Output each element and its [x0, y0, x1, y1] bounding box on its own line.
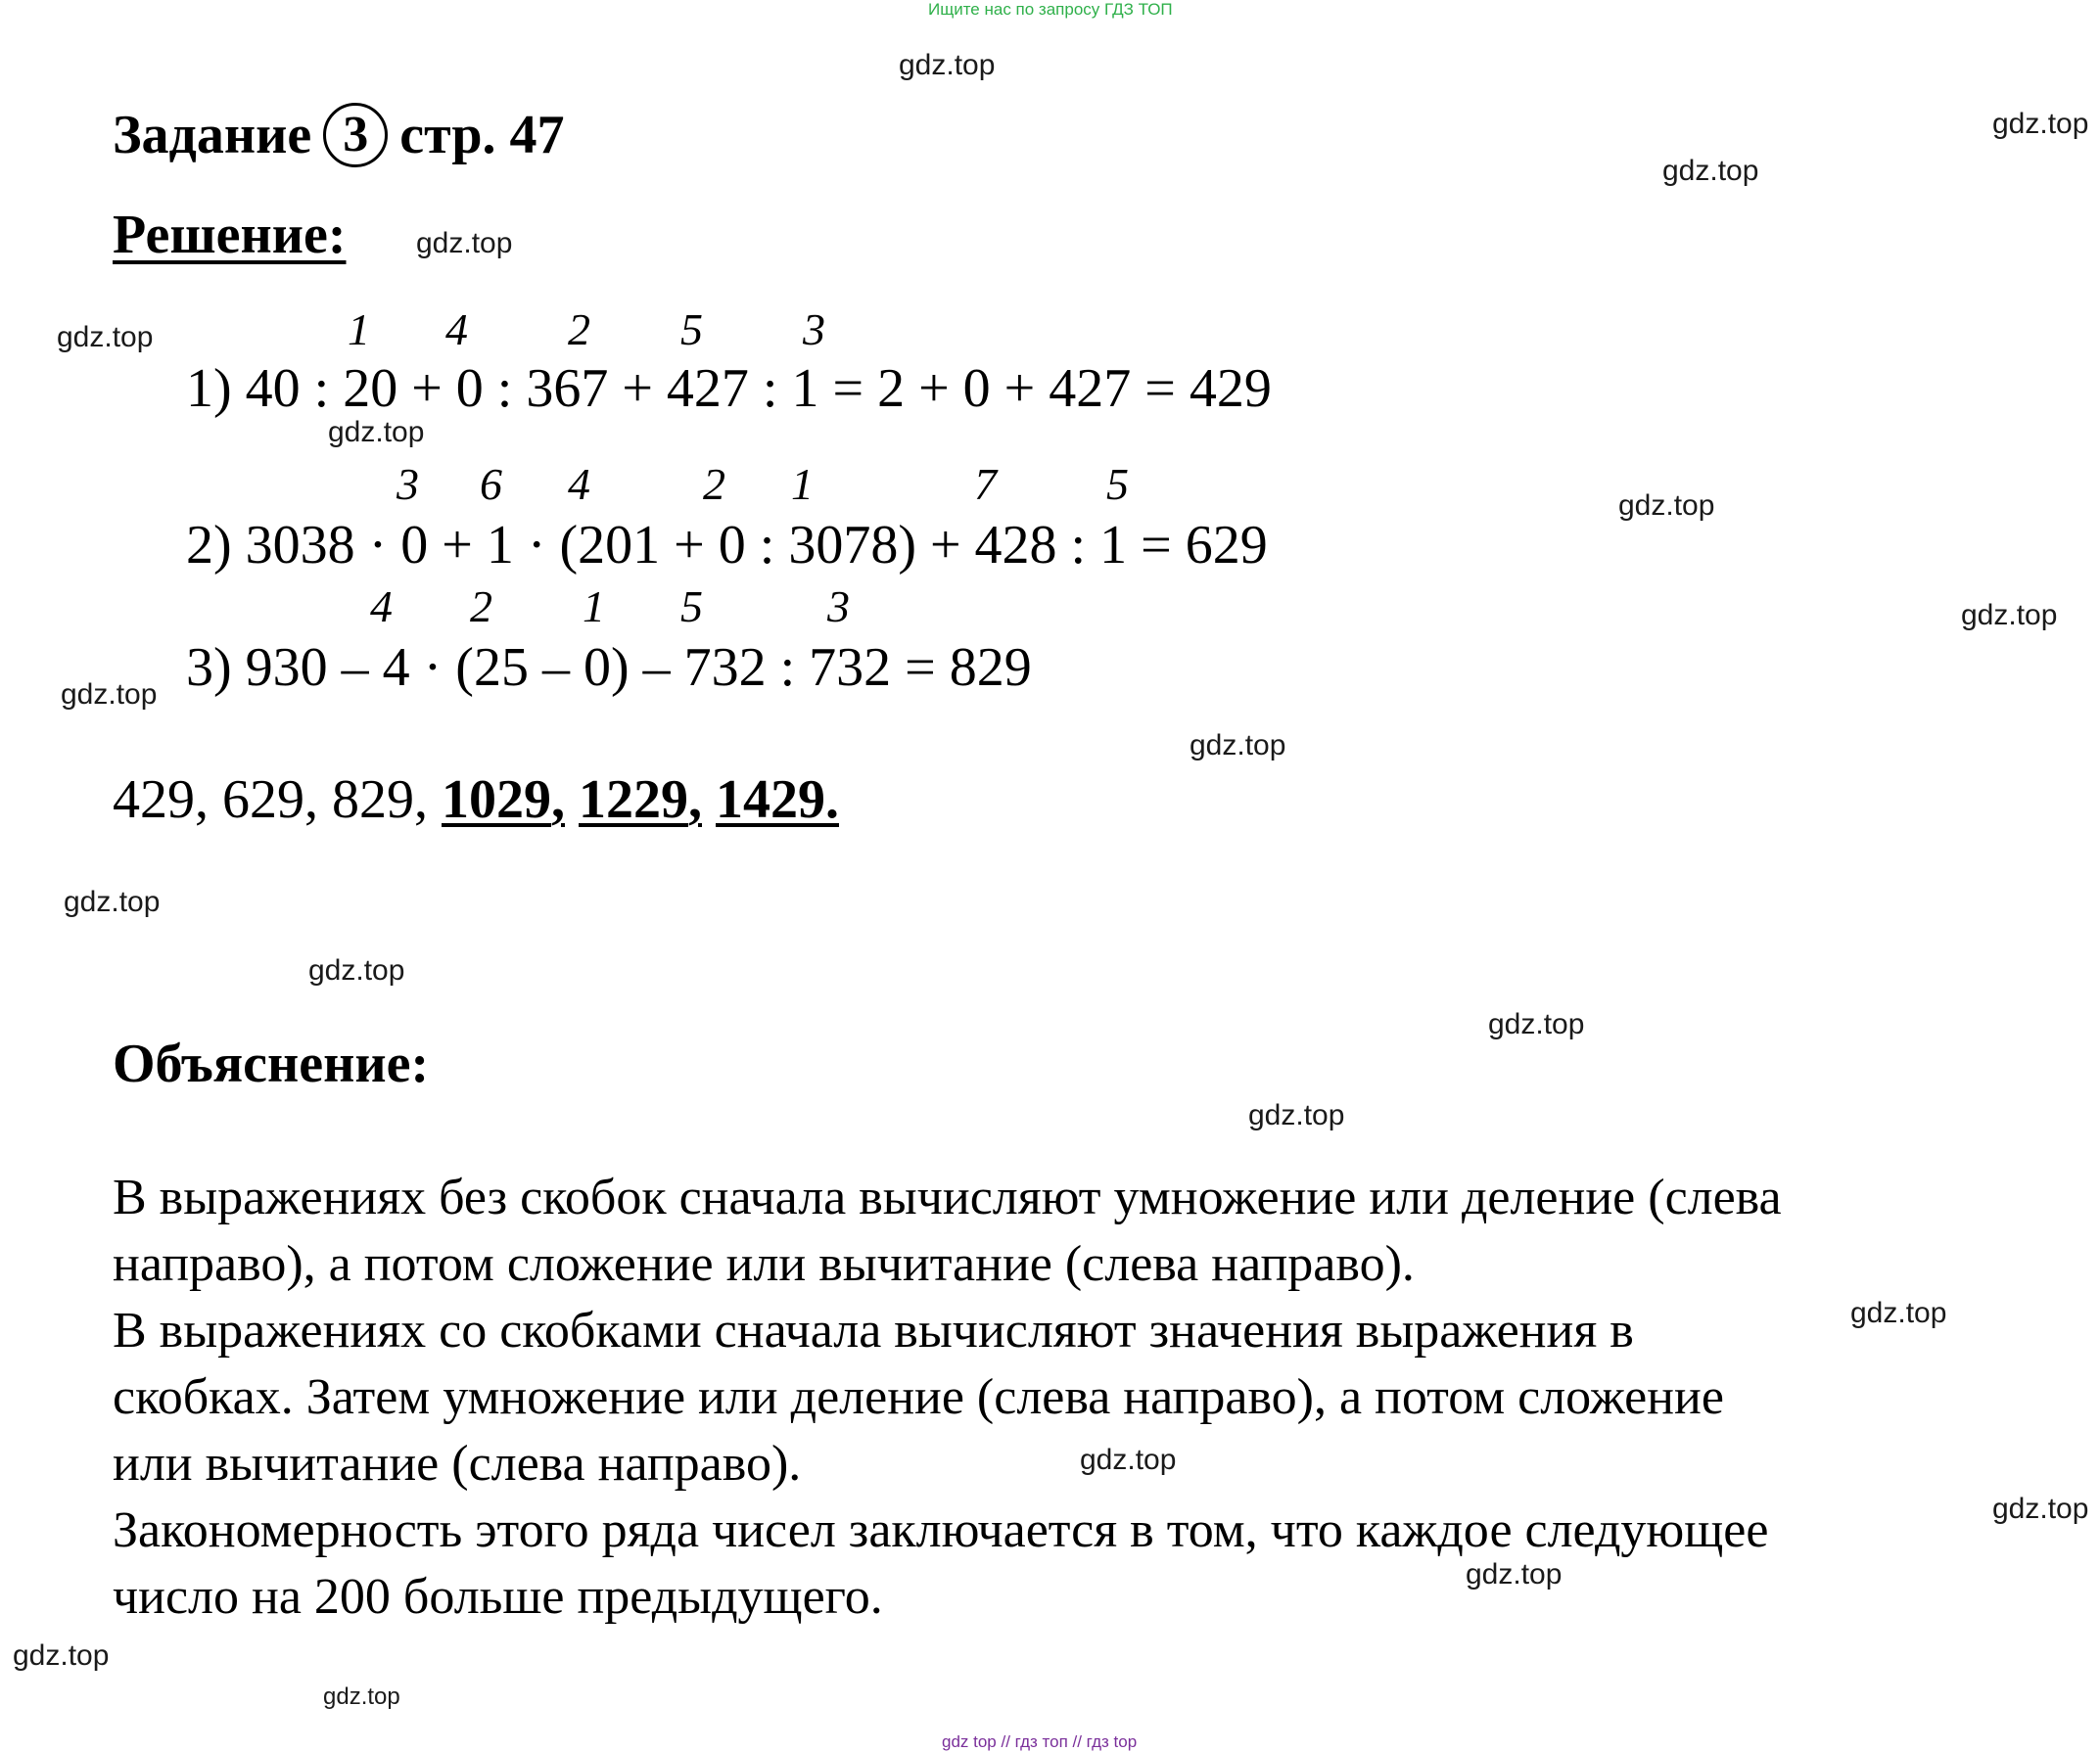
step-number: 5 — [680, 304, 703, 354]
sequence-bold-2: 1229 — [579, 769, 688, 830]
expression-2: 2) 3038 · 0 + 1 · (201 + 0 : 3078) + 428 : 1 = 629 — [186, 515, 1268, 576]
watermark: gdz.top — [1488, 1008, 1585, 1040]
watermark: gdz.top — [1248, 1099, 1345, 1131]
task-number-circle: 3 — [323, 103, 388, 167]
watermark: gdz.top — [416, 227, 513, 259]
explanation-line: Закономерность этого ряда чисел заключается в том, что каждое следующее — [113, 1502, 1769, 1558]
step-number: 2 — [568, 304, 590, 354]
watermark: gdz.top — [1992, 108, 2089, 140]
explanation-label: Объяснение: — [113, 1034, 430, 1094]
watermark: gdz.top — [1618, 489, 1715, 522]
step-number: 5 — [1106, 459, 1129, 509]
task-heading — [113, 103, 564, 167]
step-number: 3 — [803, 304, 825, 354]
watermark: gdz.top — [323, 1683, 400, 1710]
step-number: 1 — [583, 581, 605, 631]
sequence-bold-3: 1429 — [716, 769, 825, 830]
watermark: gdz.top — [1080, 1444, 1177, 1476]
solution-label: Решение: — [113, 205, 347, 265]
sequence-plain: 429, 629, 829, — [113, 769, 442, 830]
explanation-line: или вычитание (слева направо). — [113, 1436, 802, 1492]
task-page: стр. 47 — [399, 105, 565, 165]
number-sequence: 429, 629, 829, 1029, 1229, 1429. — [113, 769, 839, 830]
step-number: 3 — [397, 459, 419, 509]
sequence-bold-1: 1029 — [442, 769, 551, 830]
step-number: 3 — [827, 581, 850, 631]
watermark: gdz.top — [13, 1639, 110, 1672]
explanation-line: скобках. Затем умножение или деление (слева направо), а потом сложение — [113, 1369, 1724, 1425]
explanation-line: направо), а потом сложение или вычитание (слева направо). — [113, 1236, 1415, 1292]
step-number: 4 — [370, 581, 393, 631]
watermark: gdz.top — [61, 678, 158, 711]
step-number: 1 — [791, 459, 814, 509]
watermark: gdz.top — [328, 416, 425, 448]
step-number: 1 — [348, 304, 370, 354]
explanation-line: В выражениях со скобками сначала вычисляют значения выражения в — [113, 1303, 1634, 1359]
step-number: 4 — [568, 459, 590, 509]
step-number: 2 — [470, 581, 492, 631]
watermark: gdz.top — [1992, 1493, 2089, 1525]
explanation-line: В выражениях без скобок сначала вычисляют умножение или деление (слева — [113, 1170, 1782, 1225]
watermark: gdz.top — [1961, 599, 2058, 631]
watermark: gdz.top — [64, 886, 161, 918]
step-number: 4 — [445, 304, 468, 354]
step-number: 6 — [480, 459, 502, 509]
watermark: gdz.top — [308, 954, 405, 987]
top-banner: Ищите нас по запросу ГДЗ ТОП — [928, 0, 1173, 19]
task-word: Задание — [113, 105, 312, 165]
step-number: 2 — [703, 459, 725, 509]
step-number: 5 — [680, 581, 703, 631]
explanation-line: число на 200 больше предыдущего. — [113, 1569, 883, 1625]
watermark: gdz.top — [57, 321, 154, 353]
expression-3: 3) 930 – 4 · (25 – 0) – 732 : 732 = 829 — [186, 637, 1032, 698]
step-number: 7 — [974, 459, 997, 509]
watermark: gdz.top — [1190, 729, 1286, 761]
expression-1: 1) 40 : 20 + 0 : 367 + 427 : 1 = 2 + 0 + 427 = 429 — [186, 358, 1272, 419]
watermark: gdz.top — [1662, 155, 1759, 187]
watermark: gdz.top — [1850, 1297, 1947, 1329]
watermark: gdz.top — [899, 49, 996, 81]
watermark: gdz.top — [1466, 1558, 1563, 1591]
footer-banner: gdz top // гдз топ // гдз top — [942, 1732, 1138, 1751]
